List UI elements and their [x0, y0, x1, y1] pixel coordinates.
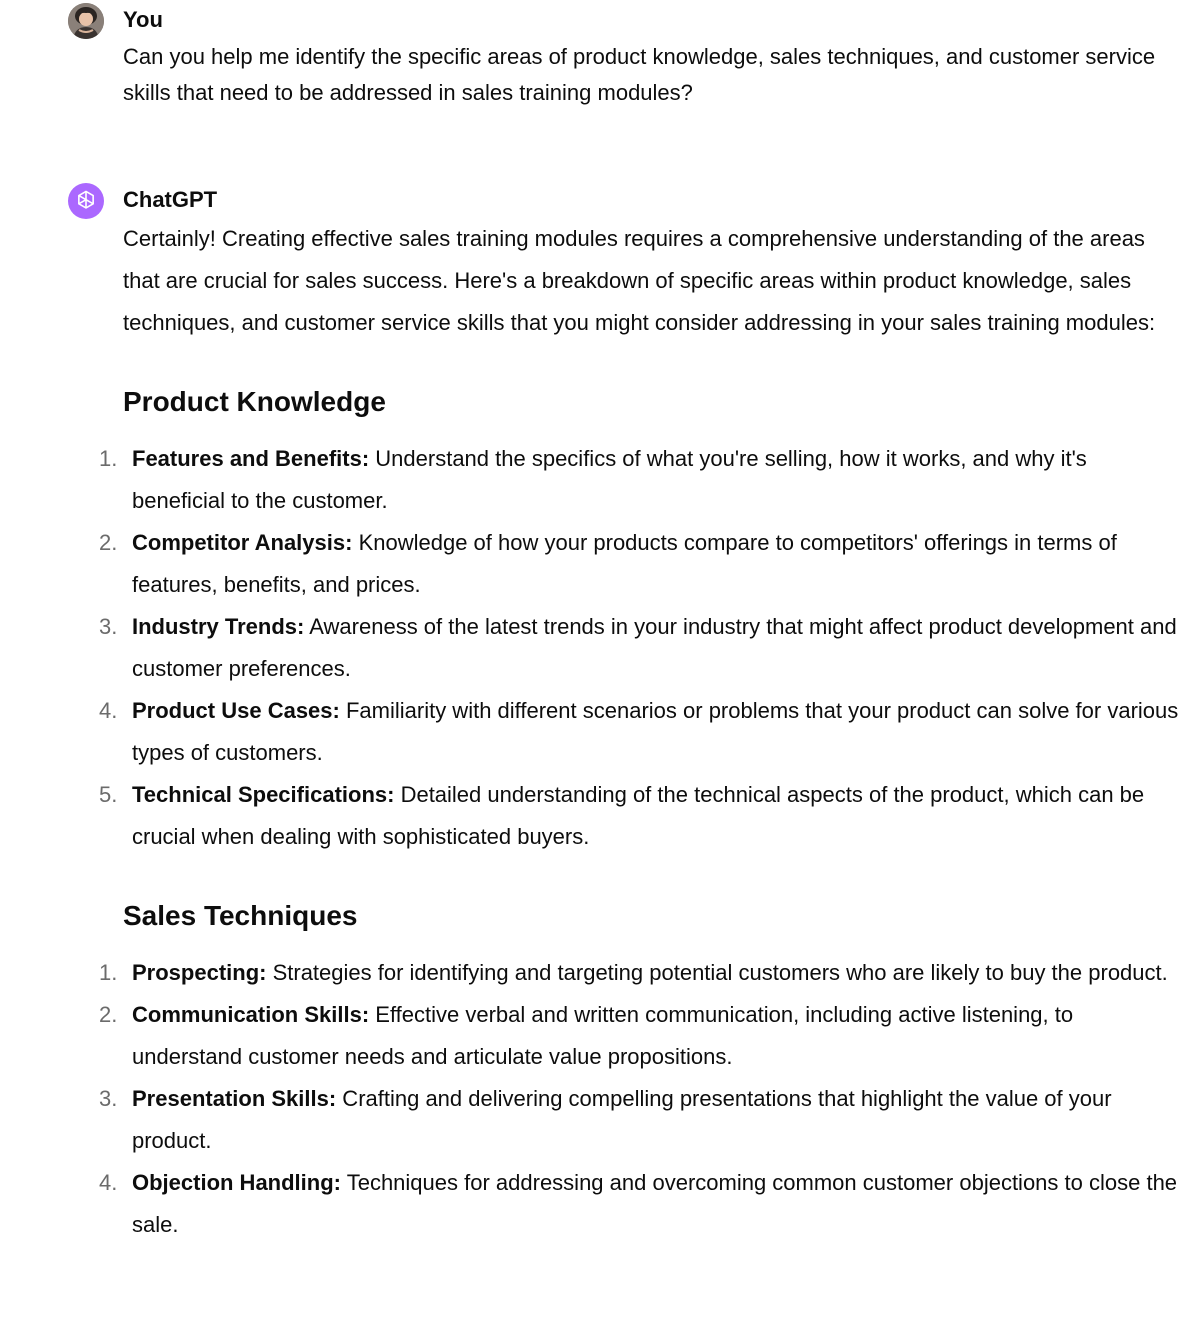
list-item-term: Objection Handling:: [132, 1170, 341, 1195]
list-item-description: Detailed understanding of the technical aspects of the product, which can be crucial when dealing with sophisticated buyers.: [132, 782, 1145, 849]
assistant-intro-paragraph: Certainly! Creating effective sales training modules requires a comprehensive understanding of the areas that are crucial for sales success. Here's a breakdown of specific areas within product knowledge, sales techniques, and customer service skills that you might consider addressing in your sales training modules:: [123, 226, 1156, 335]
list-item-description: Effective verbal and written communication, including active listening, to understand customer needs and articulate value propositions.: [132, 1002, 1074, 1069]
list-item: [99, 1078, 1183, 1162]
product-knowledge-list: [99, 438, 1183, 858]
list-item-description: Familiarity with different scenarios or problems that your product can solve for various types of customers.: [132, 698, 1179, 765]
list-item-number: 3.: [99, 614, 118, 639]
list-item-term: Technical Specifications:: [132, 782, 395, 807]
assistant-avatar: [68, 183, 104, 219]
list-item-number: 4.: [99, 1170, 118, 1195]
list-item: [99, 606, 1183, 690]
list-item-description: Knowledge of how your products compare to competitors' offerings in terms of features, benefits, and prices.: [132, 530, 1117, 597]
assistant-message-content: [99, 218, 1183, 1246]
list-item-term: Product Use Cases:: [132, 698, 340, 723]
list-item: [99, 994, 1183, 1078]
user-message-text: Can you help me identify the specific areas of product knowledge, sales techniques, and customer service skills that need to be addressed in sales training modules?: [123, 44, 1156, 105]
user-avatar: [68, 3, 104, 39]
list-item-number: 4.: [99, 698, 118, 723]
list-item: [99, 952, 1183, 994]
list-item: [99, 774, 1183, 858]
list-item-term: Presentation Skills:: [132, 1086, 337, 1111]
sales-techniques-list: [99, 952, 1183, 1246]
list-item: [99, 690, 1183, 774]
list-item-term: Prospecting:: [132, 960, 267, 985]
list-item: [99, 522, 1183, 606]
user-photo-avatar-icon: [68, 3, 104, 39]
list-item-description: Crafting and delivering compelling presentations that highlight the value of your product.: [132, 1086, 1112, 1153]
list-item-number: 1.: [99, 446, 118, 471]
openai-logo-icon: [73, 188, 99, 214]
list-item-number: 2.: [99, 530, 118, 555]
list-item-description: Awareness of the latest trends in your industry that might affect product development and customer preferences.: [132, 614, 1177, 681]
list-item: [99, 1162, 1183, 1246]
list-item: [99, 438, 1183, 522]
list-item-description: Strategies for identifying and targeting potential customers who are likely to buy the product.: [266, 960, 1168, 985]
list-item-description: Understand the specifics of what you're selling, how it works, and why it's beneficial to the customer.: [132, 446, 1087, 513]
section-heading-product-knowledge: Product Knowledge: [123, 386, 386, 417]
list-item-term: Communication Skills:: [132, 1002, 370, 1027]
section-heading-sales-techniques: Sales Techniques: [123, 900, 358, 931]
assistant-author-name: ChatGPT: [123, 187, 218, 212]
list-item-number: 3.: [99, 1086, 118, 1111]
list-item-number: 1.: [99, 960, 118, 985]
list-item-number: 5.: [99, 782, 118, 807]
list-item-term: Features and Benefits:: [132, 446, 370, 471]
list-item-term: Competitor Analysis:: [132, 530, 353, 555]
list-item-term: Industry Trends:: [132, 614, 305, 639]
list-item-number: 2.: [99, 1002, 118, 1027]
list-item-description: Techniques for addressing and overcoming common customer objections to close the sale.: [132, 1170, 1178, 1237]
user-author-name: You: [123, 7, 163, 32]
